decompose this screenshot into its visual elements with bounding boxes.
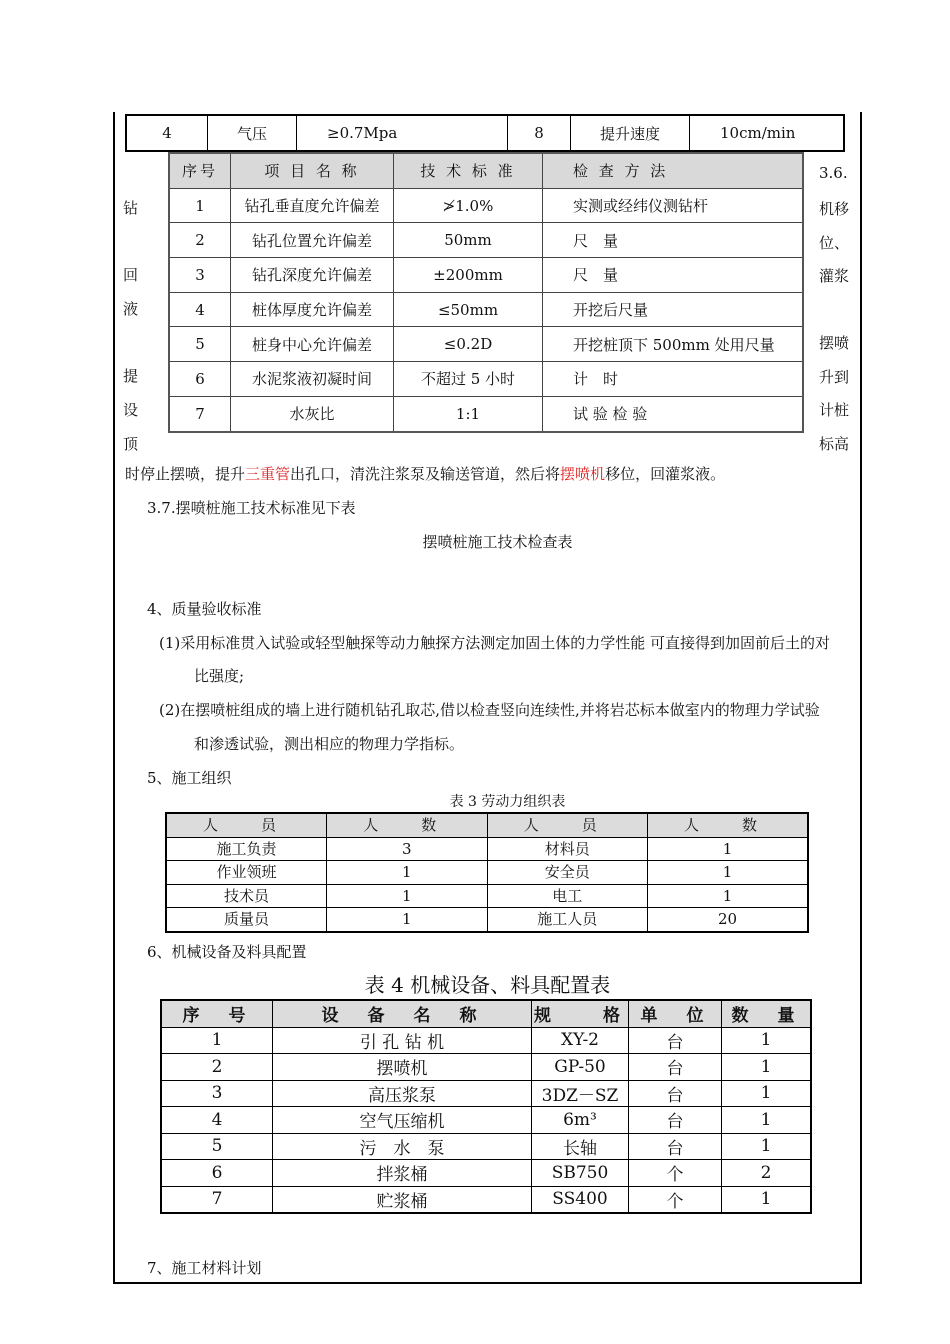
cell: 尺 量 (543, 258, 804, 293)
column-header: 人 数 (648, 813, 809, 837)
item-2-line1: (2)在摆喷桩组成的墙上进行随机钻孔取芯,借以检查竖向连续性,并将岩芯标本做室内的物理力学试验 (159, 701, 820, 719)
cell: 2 (169, 223, 231, 258)
cell: 不超过 5 小时 (394, 362, 543, 397)
cell: 尺 量 (543, 223, 804, 258)
cell: 1 (722, 1186, 812, 1213)
cell: 摆喷机 (273, 1054, 532, 1081)
cell: 3 (169, 258, 231, 293)
section-7-heading: 7、施工材料计划 (147, 1259, 262, 1277)
cell: 施工人员 (487, 908, 648, 932)
side-char: 设 (123, 401, 139, 419)
cell: 7 (169, 396, 231, 431)
column-header: 人 员 (166, 813, 327, 837)
cell: ≤0.2D (394, 327, 543, 362)
table-row (169, 396, 803, 431)
table-row (169, 362, 803, 397)
cell: 作业领班 (166, 861, 327, 885)
cell: 10cm/min (690, 115, 845, 151)
cell: 台 (629, 1027, 722, 1054)
cell: 开挖后尺量 (543, 292, 804, 327)
table-row (169, 223, 803, 258)
text: 出孔口，清洗注浆泵及输送管道，然后将 (290, 465, 561, 483)
cell: 8 (508, 115, 571, 151)
cell: 桩身中心允许偏差 (231, 327, 394, 362)
cell: 1:1 (394, 396, 543, 431)
cell: GP-50 (532, 1054, 629, 1081)
cell: 桩体厚度允许偏差 (231, 292, 394, 327)
side-text: 机移 (819, 200, 850, 218)
table-row (161, 1186, 811, 1213)
section-4-heading: 4、质量验收标准 (147, 600, 262, 618)
column-header: 序号 (169, 153, 231, 188)
cell: 20 (648, 908, 809, 932)
table-row (161, 1160, 811, 1187)
cell: 钻孔垂直度允许偏差 (231, 188, 394, 223)
cell: 提升速度 (571, 115, 690, 151)
cell: 气压 (208, 115, 297, 151)
cell: 4 (161, 1107, 273, 1134)
side-char: 液 (123, 300, 139, 318)
cell: ≤50mm (394, 292, 543, 327)
side-text: 标高 (819, 435, 850, 453)
cell: 1 (327, 908, 488, 932)
column-header: 技 术 标 准 (394, 153, 543, 188)
cell: 2 (161, 1054, 273, 1081)
cell: SS400 (532, 1186, 629, 1213)
cell: 水泥浆液初凝时间 (231, 362, 394, 397)
column-header: 项 目 名 称 (231, 153, 394, 188)
table-header-row (166, 813, 808, 837)
cell: 1 (722, 1107, 812, 1134)
cell: 1 (169, 188, 231, 223)
cell: 1 (648, 884, 809, 908)
cell: 4 (169, 292, 231, 327)
cell: 1 (161, 1027, 273, 1054)
table-row (166, 908, 808, 932)
column-header: 数 量 (722, 1000, 812, 1027)
cell: 高压浆泵 (273, 1080, 532, 1107)
column-header: 规 格 (532, 1000, 629, 1027)
side-text: 位、 (819, 234, 850, 252)
cell: 1 (722, 1133, 812, 1160)
cell: 台 (629, 1133, 722, 1160)
item-2-line2: 和渗透试验，测出相应的物理力学指标。 (194, 735, 465, 753)
table-row (169, 258, 803, 293)
cell: 6 (169, 362, 231, 397)
paragraph-stop-swing (125, 463, 855, 485)
cell: 2 (722, 1160, 812, 1187)
side-text: 升到 (819, 368, 850, 386)
cell: 钻孔位置允许偏差 (231, 223, 394, 258)
cell: 实测或经纬仪测钻杆 (543, 188, 804, 223)
table-row (169, 292, 803, 327)
text: 时停止摆喷，提升 (125, 465, 246, 483)
cell: 污 水 泵 (273, 1133, 532, 1160)
check-table-title: 摆喷桩施工技术检查表 (422, 533, 573, 551)
cell: 6m³ (532, 1107, 629, 1134)
inspection-table (168, 152, 804, 433)
table-header-row (169, 153, 803, 188)
cell: 施工负责 (166, 837, 327, 861)
cell: 1 (722, 1054, 812, 1081)
cell: 引 孔 钻 机 (273, 1027, 532, 1054)
cell: 个 (629, 1160, 722, 1187)
table-row (161, 1133, 811, 1160)
cell: XY-2 (532, 1027, 629, 1054)
section-3-7: 3.7.摆喷桩施工技术标准见下表 (147, 499, 356, 517)
cell: 拌浆桶 (273, 1160, 532, 1187)
cell: 1 (327, 861, 488, 885)
table3-title: 表 3 劳动力组织表 (449, 794, 566, 810)
cell: 水灰比 (231, 396, 394, 431)
table-row (166, 837, 808, 861)
side-text: 灌浆 (819, 267, 850, 285)
table-row (169, 327, 803, 362)
cell: 1 (327, 884, 488, 908)
highlight-text: 摆喷机 (560, 465, 606, 483)
cell: 电工 (487, 884, 648, 908)
cell: 台 (629, 1107, 722, 1134)
cell: 3 (327, 837, 488, 861)
item-1-line2: 比强度; (194, 667, 245, 685)
side-char: 提 (123, 367, 139, 385)
cell: 材料员 (487, 837, 648, 861)
equipment-table (160, 999, 812, 1214)
cell: 个 (629, 1186, 722, 1213)
cell: SB750 (532, 1160, 629, 1187)
cell: ±200mm (394, 258, 543, 293)
cell: 1 (722, 1080, 812, 1107)
table-row (161, 1054, 811, 1081)
cell: 安全员 (487, 861, 648, 885)
text: 移位，回灌浆液。 (605, 465, 726, 483)
cell: 计 时 (543, 362, 804, 397)
cell: 台 (629, 1054, 722, 1081)
highlight-text: 三重管 (245, 465, 291, 483)
side-text: 摆喷 (819, 334, 850, 352)
column-header: 单 位 (629, 1000, 722, 1027)
side-char: 钻 (123, 199, 139, 217)
cell: 贮浆桶 (273, 1186, 532, 1213)
side-char: 回 (123, 266, 139, 284)
cell: 6 (161, 1160, 273, 1187)
table-row (166, 884, 808, 908)
cell: 长轴 (532, 1133, 629, 1160)
cell: ≥0.7Mpa (297, 115, 508, 151)
table-row (161, 1107, 811, 1134)
item-1-line1: (1)采用标准贯入试验或轻型触探等动力触探方法测定加固土体的力学性能 可直接得到加固前后土的对 (159, 634, 831, 652)
cell: 5 (161, 1133, 273, 1160)
table-row (161, 1080, 811, 1107)
cell: 1 (648, 861, 809, 885)
cell: 4 (126, 115, 208, 151)
table4-title: 表 4 机械设备、料具配置表 (364, 973, 611, 997)
labor-table (165, 812, 809, 933)
cell: 1 (648, 837, 809, 861)
cell: 空气压缩机 (273, 1107, 532, 1134)
table-row (126, 115, 844, 151)
column-header: 序 号 (161, 1000, 273, 1027)
side-text: 3.6. (819, 164, 848, 182)
top-continuation-table (125, 114, 845, 152)
cell: 开挖桩顶下 500mm 处用尺量 (543, 327, 804, 362)
cell: 试 验 检 验 (543, 396, 804, 431)
cell: 台 (629, 1080, 722, 1107)
table-header-row (161, 1000, 811, 1027)
cell: 钻孔深度允许偏差 (231, 258, 394, 293)
column-header: 人 员 (487, 813, 648, 837)
cell: 3DZ－SZ (532, 1080, 629, 1107)
side-char: 顶 (123, 435, 139, 453)
cell: 50mm (394, 223, 543, 258)
table-row (161, 1027, 811, 1054)
column-header: 人 数 (327, 813, 488, 837)
column-header: 检 查 方 法 (543, 153, 804, 188)
cell: 3 (161, 1080, 273, 1107)
cell: ≯1.0% (394, 188, 543, 223)
cell: 质量员 (166, 908, 327, 932)
column-header: 设 备 名 称 (273, 1000, 532, 1027)
section-5-heading: 5、施工组织 (147, 769, 232, 787)
table-row (166, 861, 808, 885)
cell: 7 (161, 1186, 273, 1213)
side-text: 计桩 (819, 401, 850, 419)
cell: 1 (722, 1027, 812, 1054)
cell: 5 (169, 327, 231, 362)
section-6-heading: 6、机械设备及料具配置 (147, 943, 307, 961)
cell: 技术员 (166, 884, 327, 908)
table-row (169, 188, 803, 223)
